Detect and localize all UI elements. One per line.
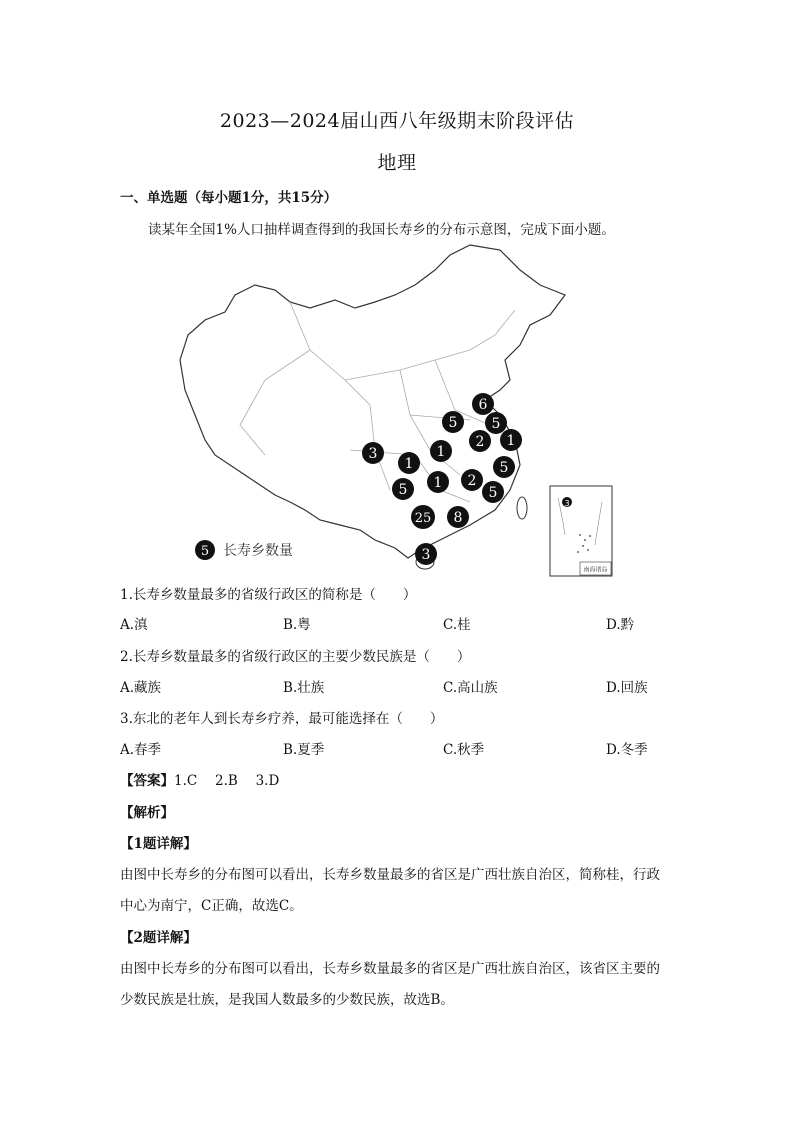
svg-text:2: 2 — [467, 473, 477, 489]
svg-text:5: 5 — [491, 416, 501, 432]
detail-1-label: 【1题详解】 — [120, 836, 197, 852]
svg-text:2: 2 — [475, 434, 485, 450]
svg-text:8: 8 — [453, 510, 463, 526]
q2-option-d[interactable]: D.回族 — [606, 680, 648, 696]
q2-option-a[interactable]: A.藏族 — [120, 680, 162, 696]
q3-option-c[interactable]: C.秋季 — [443, 742, 485, 758]
map-marker — [472, 393, 494, 415]
answer-line — [120, 769, 279, 789]
svg-text:1: 1 — [436, 444, 446, 460]
detail-2-line-2: 少数民族是壮族，是我国人数最多的少数民族，故选B。 — [120, 992, 454, 1008]
map-marker — [430, 440, 452, 462]
svg-text:5: 5 — [448, 415, 458, 431]
q2-option-c[interactable]: C.高山族 — [443, 680, 498, 696]
exam-title: 2023—2024届山西八年级期末阶段评估 — [219, 110, 575, 132]
svg-text:5: 5 — [200, 544, 210, 559]
map-marker — [461, 469, 483, 491]
svg-text:3: 3 — [368, 446, 378, 462]
svg-text:5: 5 — [499, 460, 509, 476]
q3-option-b[interactable]: B.夏季 — [283, 742, 325, 758]
detail-2-line-1: 由图中长寿乡的分布图可以看出，长寿乡数量最多的省区是广西壮族自治区，该省区主要的 — [120, 961, 660, 977]
map-marker — [415, 543, 437, 565]
subject-title: 地理 — [377, 152, 417, 174]
question-3-stem: 3.东北的老年人到长寿乡疗养，最可能选择在（ ） — [120, 711, 444, 727]
svg-text:5: 5 — [398, 482, 408, 498]
svg-text:1: 1 — [506, 433, 516, 449]
map-marker — [482, 481, 504, 503]
section-heading: 一、单选题（每小题1分，共15分） — [120, 190, 338, 206]
map-marker — [398, 452, 420, 474]
map-marker — [485, 412, 507, 434]
map-marker — [392, 478, 414, 500]
q1-option-a[interactable]: A.滇 — [120, 617, 148, 633]
svg-text:3: 3 — [421, 547, 431, 563]
map-marker — [500, 429, 522, 451]
detail-2-label: 【2题详解】 — [120, 930, 197, 946]
detail-1-line-1: 由图中长寿乡的分布图可以看出，长寿乡数量最多的省区是广西壮族自治区，简称桂，行政 — [120, 867, 660, 883]
answer-label: 【答案】 — [120, 773, 174, 789]
q3-option-d[interactable]: D.冬季 — [606, 742, 648, 758]
taiwan-island — [517, 497, 527, 519]
map-marker — [447, 506, 469, 528]
map-marker — [469, 430, 491, 452]
map-marker — [493, 456, 515, 478]
question-intro: 读某年全国1%人口抽样调查得到的我国长寿乡的分布示意图，完成下面小题。 — [148, 222, 615, 238]
svg-text:1: 1 — [433, 475, 443, 491]
svg-text:3: 3 — [564, 499, 570, 508]
question-2-stem: 2.长寿乡数量最多的省级行政区的主要少数民族是（ ） — [120, 649, 471, 665]
svg-text:南海诸岛: 南海诸岛 — [583, 566, 608, 574]
svg-text:5: 5 — [488, 485, 498, 501]
map-legend — [195, 540, 293, 560]
question-1-stem: 1.长寿乡数量最多的省级行政区的简称是（ ） — [120, 587, 417, 603]
china-outline — [180, 245, 565, 558]
svg-text:25: 25 — [414, 511, 432, 526]
answer-text: 1.C 2.B 3.D — [174, 773, 280, 789]
svg-text:1: 1 — [404, 456, 414, 472]
china-longevity-map — [170, 240, 630, 580]
q1-option-c[interactable]: C.桂 — [443, 617, 471, 633]
q1-option-b[interactable]: B.粤 — [283, 617, 311, 633]
map-marker — [442, 411, 464, 433]
svg-text:6: 6 — [478, 397, 488, 413]
q3-option-a[interactable]: A.春季 — [120, 742, 162, 758]
detail-1-line-2: 中心为南宁，C正确，故选C。 — [120, 898, 303, 914]
svg-text:长寿乡数量: 长寿乡数量 — [223, 543, 293, 559]
analysis-label: 【解析】 — [120, 805, 174, 821]
map-marker — [362, 442, 384, 464]
q2-option-b[interactable]: B.壮族 — [283, 680, 325, 696]
map-marker — [427, 471, 449, 493]
q1-option-d[interactable]: D.黔 — [606, 617, 635, 633]
south-china-sea-inset — [550, 486, 612, 576]
map-marker — [411, 505, 435, 529]
